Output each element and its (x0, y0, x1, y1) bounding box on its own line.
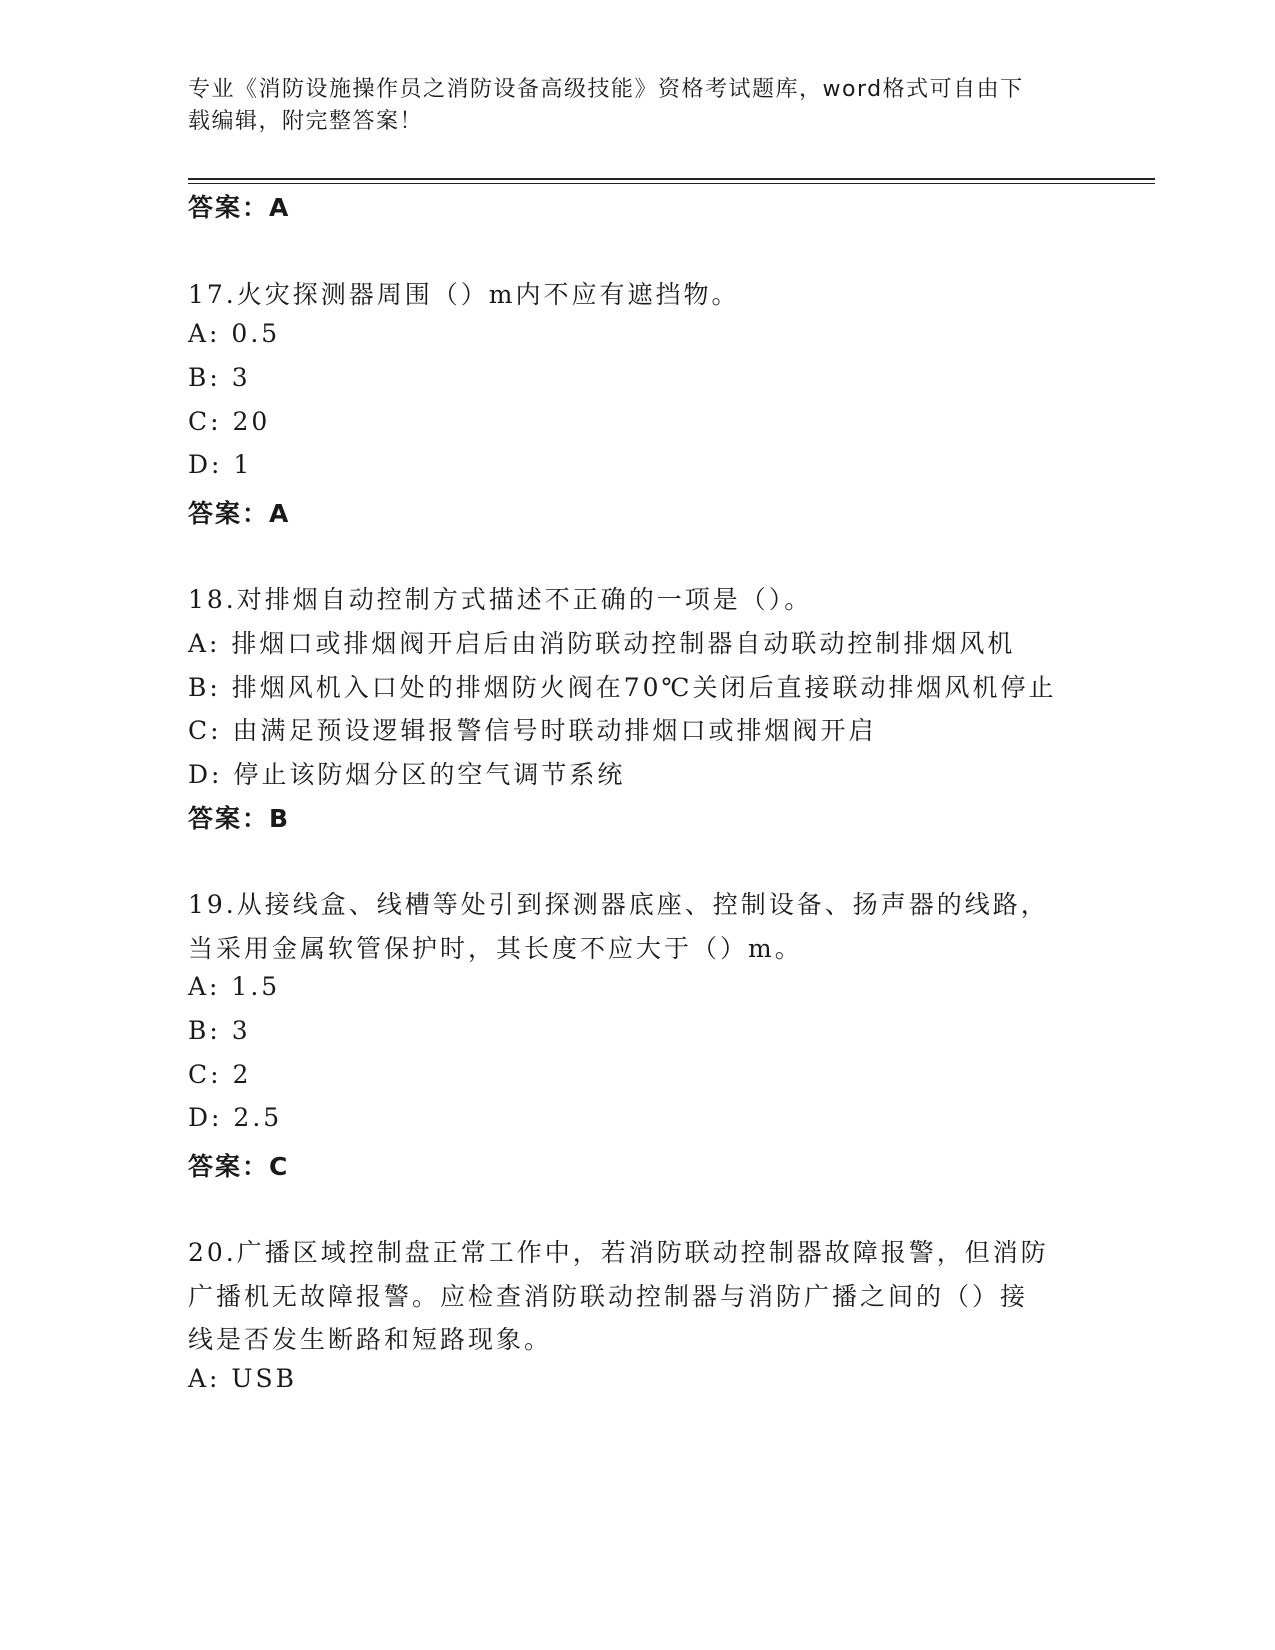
question-17-text: 17.火灾探测器周围（）m内不应有遮挡物。 (188, 280, 740, 309)
question-20-text-line-2: 广播机无故障报警。应检查消防联动控制器与消防广播之间的（）接 (188, 1282, 1029, 1311)
previous-answer: 答案：A (188, 193, 291, 222)
question-18-option-c: C: 由满足预设逻辑报警信号时联动排烟口或排烟阀开启 (188, 716, 877, 745)
header-divider-thin (188, 183, 1155, 184)
header-divider-thick (188, 178, 1155, 180)
question-19-answer: 答案：C (188, 1152, 290, 1181)
question-17-option-a: A: 0.5 (188, 319, 281, 348)
question-19-option-c: C: 2 (188, 1060, 252, 1089)
question-18-answer: 答案：B (188, 804, 291, 833)
document-header (188, 74, 1088, 138)
question-19-option-d: D: 2.5 (188, 1103, 283, 1132)
question-19-text-line-2: 当采用金属软管保护时，其长度不应大于（）m。 (188, 934, 803, 963)
question-20-option-a: A: USB (188, 1364, 297, 1393)
question-17-option-b: B: 3 (188, 363, 251, 392)
question-17-option-d: D: 1 (188, 450, 253, 479)
question-17-option-c: C: 20 (188, 407, 271, 436)
question-17-answer: 答案：A (188, 499, 291, 528)
header-line-1: 专业《消防设施操作员之消防设备高级技能》资格考试题库，word格式可自由下 (188, 77, 1024, 102)
question-18-option-d: D: 停止该防烟分区的空气调节系统 (188, 760, 626, 789)
question-20-text-line-1: 20.广播区域控制盘正常工作中，若消防联动控制器故障报警，但消防 (188, 1238, 1049, 1267)
question-19-option-b: B: 3 (188, 1016, 251, 1045)
question-19-text-line-1: 19.从接线盒、线槽等处引到探测器底座、控制设备、扬声器的线路， (188, 890, 1049, 919)
question-18-option-b: B: 排烟风机入口处的排烟防火阀在70℃关闭后直接联动排烟风机停止 (188, 673, 1057, 702)
question-19-option-a: A: 1.5 (188, 972, 281, 1001)
question-18-text: 18.对排烟自动控制方式描述不正确的一项是（）。 (188, 585, 813, 614)
question-18-option-a: A: 排烟口或排烟阀开启后由消防联动控制器自动联动控制排烟风机 (188, 629, 1016, 658)
question-20-text-line-3: 线是否发生断路和短路现象。 (188, 1325, 553, 1354)
header-line-2: 载编辑，附完整答案！ (188, 109, 424, 134)
